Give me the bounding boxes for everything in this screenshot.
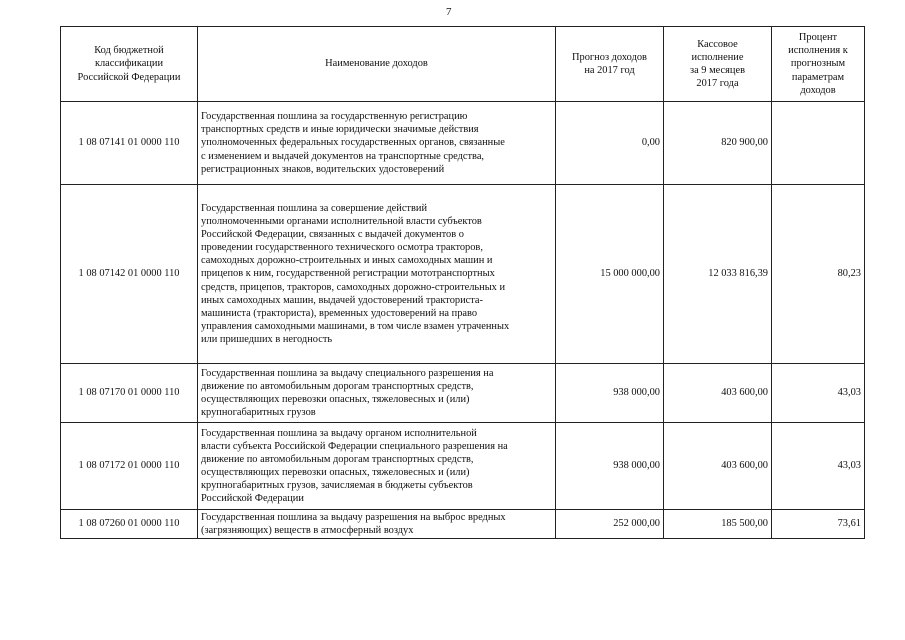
- row-name: Государственная пошлина за государственную регистрацию транспортных средств и иные юридически значимые действия уполномоченных федеральных государственных органов, связанные с изменением и выдачей документов на транспортные средства, регистрационных знаков, водительских удостоверений: [198, 102, 556, 185]
- row-percent: 73,61: [772, 510, 865, 539]
- table-header-row: [61, 27, 865, 102]
- row-percent: [772, 102, 865, 185]
- header-name: Наименование доходов: [198, 27, 556, 102]
- table-row: [61, 510, 865, 539]
- table-row: [61, 423, 865, 510]
- row-name: Государственная пошлина за выдачу разрешения на выброс вредных (загрязняющих) веществ в атмосферный воздух: [198, 510, 556, 539]
- row-forecast: 0,00: [556, 102, 664, 185]
- row-forecast: 938 000,00: [556, 364, 664, 423]
- header-actual: Кассовое исполнение за 9 месяцев 2017 года: [664, 27, 772, 102]
- table-row: [61, 185, 865, 364]
- row-actual: 403 600,00: [664, 423, 772, 510]
- row-actual: 820 900,00: [664, 102, 772, 185]
- row-actual: 12 033 816,39: [664, 185, 772, 364]
- income-table: [60, 26, 865, 539]
- row-code: 1 08 07141 01 0000 110: [61, 102, 198, 185]
- row-forecast: 15 000 000,00: [556, 185, 664, 364]
- table-row: [61, 364, 865, 423]
- row-name: Государственная пошлина за совершение действий уполномоченными органами исполнительной власти субъектов Российской Федерации, связанных с выдачей документов о проведении государственного технического осмотра тракторов, самоходных дорожно-строительных и иных самоходных машин и прицепов к ним, государственной регистрации мототранспортных средств, прицепов, тракторов, самоходных дорожно-строительных и иных самоходных машин, выдачей удостоверений тракториста- машиниста (тракториста), временных удостоверений на право управления самоходными машинами, в том числе взамен утраченных или пришедших в негодность: [198, 185, 556, 364]
- row-percent: 80,23: [772, 185, 865, 364]
- row-name: Государственная пошлина за выдачу специального разрешения на движение по автомобильным дорогам транспортных средств, осуществляющих перевозки опасных, тяжеловесных и (или) крупногабаритных грузов: [198, 364, 556, 423]
- header-code: Код бюджетной классификации Российской Федерации: [61, 27, 198, 102]
- table-row: [61, 102, 865, 185]
- row-percent: 43,03: [772, 423, 865, 510]
- header-forecast: Прогноз доходов на 2017 год: [556, 27, 664, 102]
- row-code: 1 08 07170 01 0000 110: [61, 364, 198, 423]
- row-actual: 185 500,00: [664, 510, 772, 539]
- row-code: 1 08 07172 01 0000 110: [61, 423, 198, 510]
- header-percent: Процент исполнения к прогнозным параметрам доходов: [772, 27, 865, 102]
- row-forecast: 938 000,00: [556, 423, 664, 510]
- row-actual: 403 600,00: [664, 364, 772, 423]
- row-code: 1 08 07260 01 0000 110: [61, 510, 198, 539]
- row-name: Государственная пошлина за выдачу органом исполнительной власти субъекта Российской Федерации специального разрешения на движение по автомобильным дорогам транспортных средств, осуществляющих перевозки опасных, тяжеловесных и (или) крупногабаритных грузов, зачисляемая в бюджеты субъектов Российской Федерации: [198, 423, 556, 510]
- row-percent: 43,03: [772, 364, 865, 423]
- row-code: 1 08 07142 01 0000 110: [61, 185, 198, 364]
- row-forecast: 252 000,00: [556, 510, 664, 539]
- page-number: 7: [446, 6, 452, 18]
